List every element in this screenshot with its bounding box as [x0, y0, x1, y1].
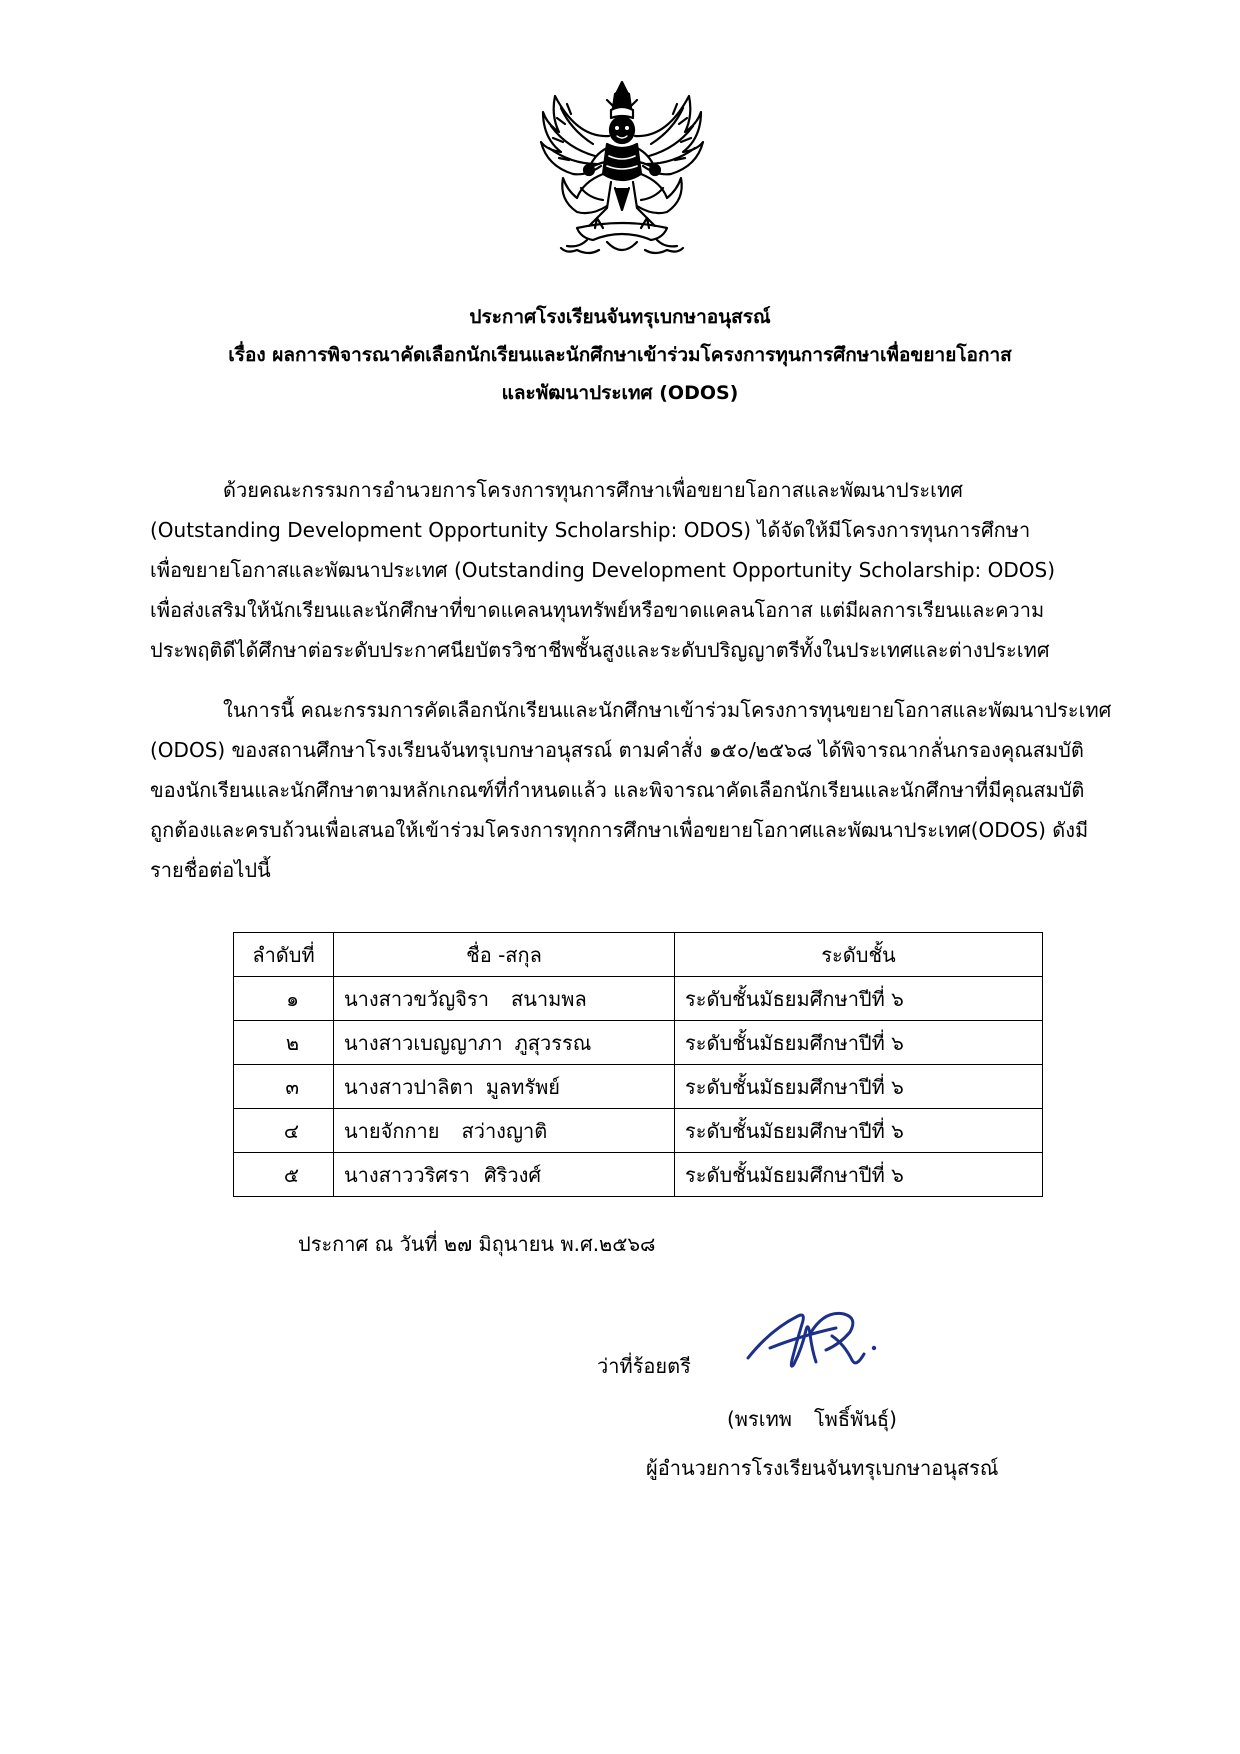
- heading-line-3: และพัฒนาประเทศ (ODOS): [501, 382, 739, 404]
- table-row: [234, 1109, 1043, 1153]
- student-name: [334, 1065, 675, 1109]
- student-name: [334, 1109, 675, 1153]
- announcement-heading: [150, 298, 1090, 412]
- paragraph-2: [150, 690, 1112, 890]
- table-row: [234, 1153, 1043, 1197]
- header-name: ชื่อ -สกุล: [334, 933, 675, 977]
- signer-position: ผู้อำนวยการโรงเรียนจันทรุเบกษาอนุสรณ์: [646, 1456, 999, 1480]
- paragraph-1-line: เพื่อขยายโอกาสและพัฒนาประเทศ (Outstanding Development Opportunity Scholarship: ODOS): [150, 558, 1056, 582]
- first-name: นางสาวขวัญจิรา: [344, 986, 489, 1011]
- last-name: สนามพล: [510, 986, 587, 1011]
- paragraph-1-line: ด้วยคณะกรรมการอำนวยการโครงการทุนการศึกษาเพื่อขยายโอกาสและพัฒนาประเทศ: [223, 478, 963, 502]
- announcement-date: ประกาศ ณ วันที่ ๒๗ มิถุนายน พ.ศ.๒๕๖๘: [298, 1232, 656, 1256]
- row-number: ๕: [234, 1153, 334, 1197]
- heading-line-1: ประกาศโรงเรียนจันทรุเบกษาอนุสรณ์: [469, 306, 771, 328]
- garuda-emblem-icon: [537, 78, 707, 260]
- paragraph-1-line: เพื่อส่งเสริมให้นักเรียนและนักศึกษาที่ขาดแคลนทุนทรัพย์หรือขาดแคลนโอกาส แต่มีผลการเรียนและความ: [150, 598, 1045, 622]
- signer-last-name: โพธิ์พันธุ์): [813, 1407, 897, 1431]
- table-row: [234, 1065, 1043, 1109]
- paragraph-2-line: (ODOS) ของสถานศึกษาโรงเรียนจันทรุเบกษาอนุสรณ์ ตามคำสั่ง ๑๕๐/๒๕๖๘ ได้พิจารณากลั่นกรองคุณสมบัติ: [150, 738, 1084, 762]
- student-table: [233, 932, 1043, 1197]
- header-no: ลำดับที่: [234, 933, 334, 977]
- student-name: [334, 1021, 675, 1065]
- first-name: นางสาวเบญญาภา: [344, 1030, 503, 1055]
- student-level: ระดับชั้นมัธยมศึกษาปีที่ ๖: [675, 1153, 1043, 1197]
- table-header-row: [234, 933, 1043, 977]
- header-level: ระดับชั้น: [675, 933, 1043, 977]
- student-level: ระดับชั้นมัธยมศึกษาปีที่ ๖: [675, 1065, 1043, 1109]
- last-name: ภูสุวรรณ: [514, 1030, 592, 1055]
- student-name: [334, 1153, 675, 1197]
- heading-line-2: เรื่อง ผลการพิจารณาคัดเลือกนักเรียนและนักศึกษาเข้าร่วมโครงการทุนการศึกษาเพื่อขยายโอกาส: [228, 344, 1012, 366]
- row-number: ๑: [234, 977, 334, 1021]
- paragraph-2-line: รายชื่อต่อไปนี้: [150, 858, 271, 882]
- paragraph-1: [150, 470, 1090, 670]
- signer-rank: ว่าที่ร้อยตรี: [597, 1354, 691, 1378]
- student-level: ระดับชั้นมัธยมศึกษาปีที่ ๖: [675, 1021, 1043, 1065]
- signer-name: [727, 1403, 897, 1435]
- paragraph-2-line: ถูกต้องและครบถ้วนเพื่อเสนอให้เข้าร่วมโครงการทุกการศึกษาเพื่อขยายโอกาศและพัฒนาประเทศ(ODOS) ดังมี: [150, 818, 1089, 842]
- handwritten-signature-icon: [740, 1300, 890, 1380]
- first-name: นายจักกาย: [344, 1118, 440, 1143]
- signer-first-name: (พรเทพ: [727, 1407, 792, 1431]
- table-row: [234, 1021, 1043, 1065]
- row-number: ๓: [234, 1065, 334, 1109]
- table-row: [234, 977, 1043, 1021]
- paragraph-1-line: (Outstanding Development Opportunity Scholarship: ODOS) ได้จัดให้มีโครงการทุนการศึกษา: [150, 518, 1031, 542]
- row-number: ๔: [234, 1109, 334, 1153]
- student-level: ระดับชั้นมัธยมศึกษาปีที่ ๖: [675, 977, 1043, 1021]
- student-level: ระดับชั้นมัธยมศึกษาปีที่ ๖: [675, 1109, 1043, 1153]
- first-name: นางสาววริศรา: [344, 1162, 470, 1187]
- first-name: นางสาวปาลิตา: [344, 1074, 474, 1099]
- paragraph-2-line: ในการนี้ คณะกรรมการคัดเลือกนักเรียนและนักศึกษาเข้าร่วมโครงการทุนขยายโอกาสและพัฒนาประเทศ: [223, 698, 1112, 722]
- row-number: ๒: [234, 1021, 334, 1065]
- last-name: สว่างญาติ: [461, 1118, 548, 1143]
- last-name: มูลทรัพย์: [485, 1074, 561, 1099]
- paragraph-1-line: ประพฤติดีได้ศึกษาต่อระดับประกาศนียบัตรวิชาชีพชั้นสูงและระดับปริญญาตรีทั้งในประเทศและต่างประเทศ: [150, 638, 1050, 662]
- paragraph-2-line: ของนักเรียนและนักศึกษาตามหลักเกณฑ์ที่กำหนดแล้ว และพิจารณาคัดเลือกนักเรียนและนักศึกษาที่มีคุณสมบัติ: [150, 778, 1085, 802]
- student-name: [334, 977, 675, 1021]
- last-name: ศิริวงศ์: [483, 1162, 542, 1187]
